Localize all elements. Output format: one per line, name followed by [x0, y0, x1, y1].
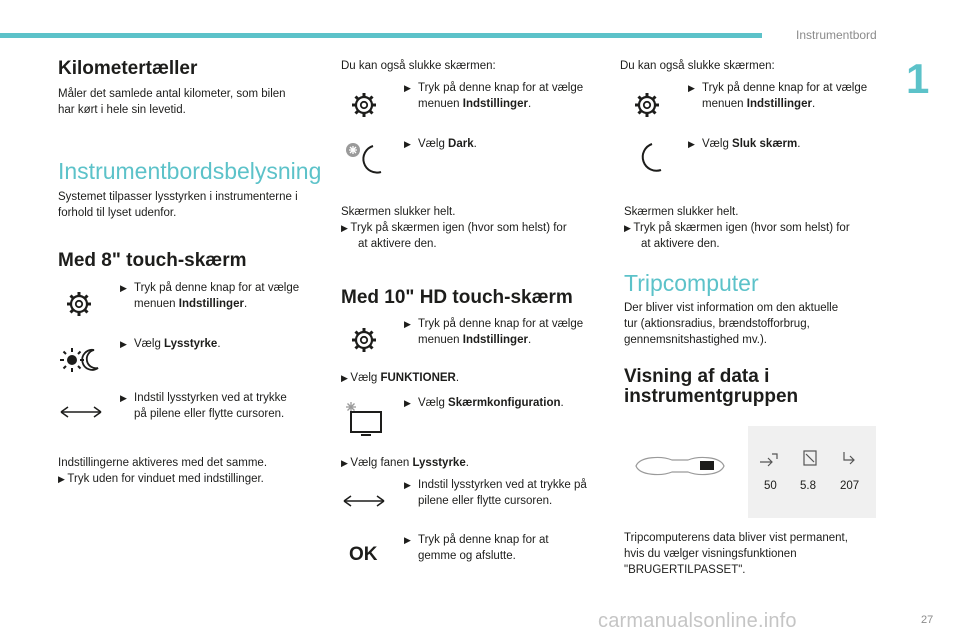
step-c3-screen-off: ▶ Vælg Sluk skærm. [688, 138, 801, 150]
double-arrow-icon [341, 493, 387, 509]
final-text-1: Tripcomputerens data bliver vist permanent, [624, 532, 848, 544]
bullet-arrow-icon: ▶ [404, 535, 411, 545]
bullet-arrow-icon: ▶ [58, 474, 68, 484]
fuel-consumption-icon [800, 448, 820, 468]
col3-intro: Du kan også slukke skærmen: [620, 60, 775, 72]
bullet-arrow-icon: ▶ [688, 83, 695, 93]
step-c3-settings: ▶ Tryk på denne knap for at vælge menuen Indstillinger. [688, 82, 868, 110]
bullet-arrow-icon: ▶ [120, 339, 127, 349]
watermark: carmanualsonline.info [598, 610, 797, 632]
section-title: Instrumentbord [796, 28, 877, 42]
trip-text-1: Der bliver vist information om den aktuelle [624, 302, 839, 314]
trip-text-2: tur (aktionsradius, brændstofforbrug, [624, 318, 810, 330]
final-text-3: "BRUGERTILPASSET". [624, 564, 746, 576]
bullet-arrow-icon: ▶ [341, 223, 351, 233]
screen-config-icon [343, 400, 385, 438]
step-10-save: ▶ Tryk på denne knap for at gemme og afslutte. [404, 534, 549, 562]
foot-text-1: Indstillingerne aktiveres med det samme. [58, 457, 268, 469]
trip-heading: Tripcomputer [624, 270, 759, 296]
trip-speed-value: 207 [840, 480, 860, 492]
double-arrow-icon [58, 404, 104, 420]
step-off-settings: ▶ Tryk på denne knap for at vælge menuen Indstillinger. [404, 82, 584, 110]
col2-off-text-2: ▶ Tryk på skærmen igen (hvor som helst) for [341, 222, 567, 234]
col2-off-text: Skærmen slukker helt. [341, 206, 456, 218]
lighting-text-1: Systemet tilpasser lysstyrken i instrumenterne i [58, 191, 298, 203]
bullet-arrow-icon: ▶ [404, 398, 411, 408]
display-heading-2: instrumentgruppen [624, 386, 799, 407]
trip-text-3: gennemsnitshastighed mv.). [624, 334, 767, 346]
page-number: 27 [921, 614, 934, 626]
dark-mode-icon [343, 140, 385, 178]
gear-icon [351, 327, 377, 353]
instrument-cluster-icon [632, 452, 728, 480]
col2-off-text-3: at aktivere den. [358, 238, 437, 250]
col3-off-text: Skærmen slukker helt. [624, 206, 739, 218]
moon-icon [634, 140, 664, 176]
step-8-adjust: ▶ Indstil lysstyrken ved at trykke på pilene eller flytte cursoren. [120, 392, 287, 420]
bullet-arrow-icon: ▶ [624, 223, 634, 233]
step-8-settings: ▶ Tryk på denne knap for at vælge menuen Indstillinger. [120, 282, 300, 310]
col3-off-text-2: ▶ Tryk på skærmen igen (hvor som helst) for [624, 222, 850, 234]
bullet-arrow-icon: ▶ [120, 283, 127, 293]
brightness-icon [58, 346, 100, 374]
step-10-brightness-tab: ▶ Vælg fanen Lysstyrke. [341, 457, 469, 469]
lighting-heading: Instrumentbordsbelysning [58, 158, 322, 184]
gear-icon [351, 92, 377, 118]
step-8-brightness: ▶ Vælg Lysstyrke. [120, 338, 221, 350]
bullet-arrow-icon: ▶ [341, 373, 351, 383]
bullet-arrow-icon: ▶ [404, 139, 411, 149]
odometer-text-2: har kørt i hele sin levetid. [58, 104, 186, 116]
header-accent-bar [0, 33, 762, 38]
final-text-2: hvis du vælger visningsfunktionen [624, 548, 797, 560]
bullet-arrow-icon: ▶ [688, 139, 695, 149]
gear-icon [634, 92, 660, 118]
step-10-functions: ▶ Vælg FUNKTIONER. [341, 372, 460, 384]
touch10-heading: Med 10" HD touch-skærm [341, 287, 573, 308]
bullet-arrow-icon: ▶ [404, 83, 411, 93]
foot-text-2: ▶ Tryk uden for vinduet med indstillinger. [58, 473, 264, 485]
step-10-settings: ▶ Tryk på denne knap for at vælge menuen Indstillinger. [404, 318, 584, 346]
trip-range-value: 50 [764, 480, 777, 492]
display-heading-1: Visning af data i [624, 366, 770, 387]
odometer-text-1: Måler det samlede antal kilometer, som bilen [58, 88, 286, 100]
trip-display-panel [748, 426, 876, 518]
step-10-adjust: ▶ Indstil lysstyrken ved at trykke på pilene eller flytte cursoren. [404, 479, 587, 507]
bullet-arrow-icon: ▶ [404, 480, 411, 490]
gear-icon [66, 291, 92, 317]
lighting-text-2: forhold til lyset udenfor. [58, 207, 177, 219]
trip-consumption-value: 5.8 [800, 480, 816, 492]
touch8-heading: Med 8" touch-skærm [58, 250, 247, 271]
step-off-dark: ▶ Vælg Dark. [404, 138, 477, 150]
bullet-arrow-icon: ▶ [404, 319, 411, 329]
bullet-arrow-icon: ▶ [120, 393, 127, 403]
range-icon [758, 450, 780, 468]
col3-off-text-3: at aktivere den. [641, 238, 720, 250]
step-10-screen-config: ▶ Vælg Skærmkonfiguration. [404, 397, 564, 409]
bullet-arrow-icon: ▶ [341, 458, 351, 468]
chapter-number: 1 [906, 55, 930, 102]
col2-intro: Du kan også slukke skærmen: [341, 60, 496, 72]
odometer-heading: Kilometertæller [58, 58, 198, 79]
ok-icon: OK [349, 544, 378, 565]
average-speed-icon [840, 450, 862, 468]
